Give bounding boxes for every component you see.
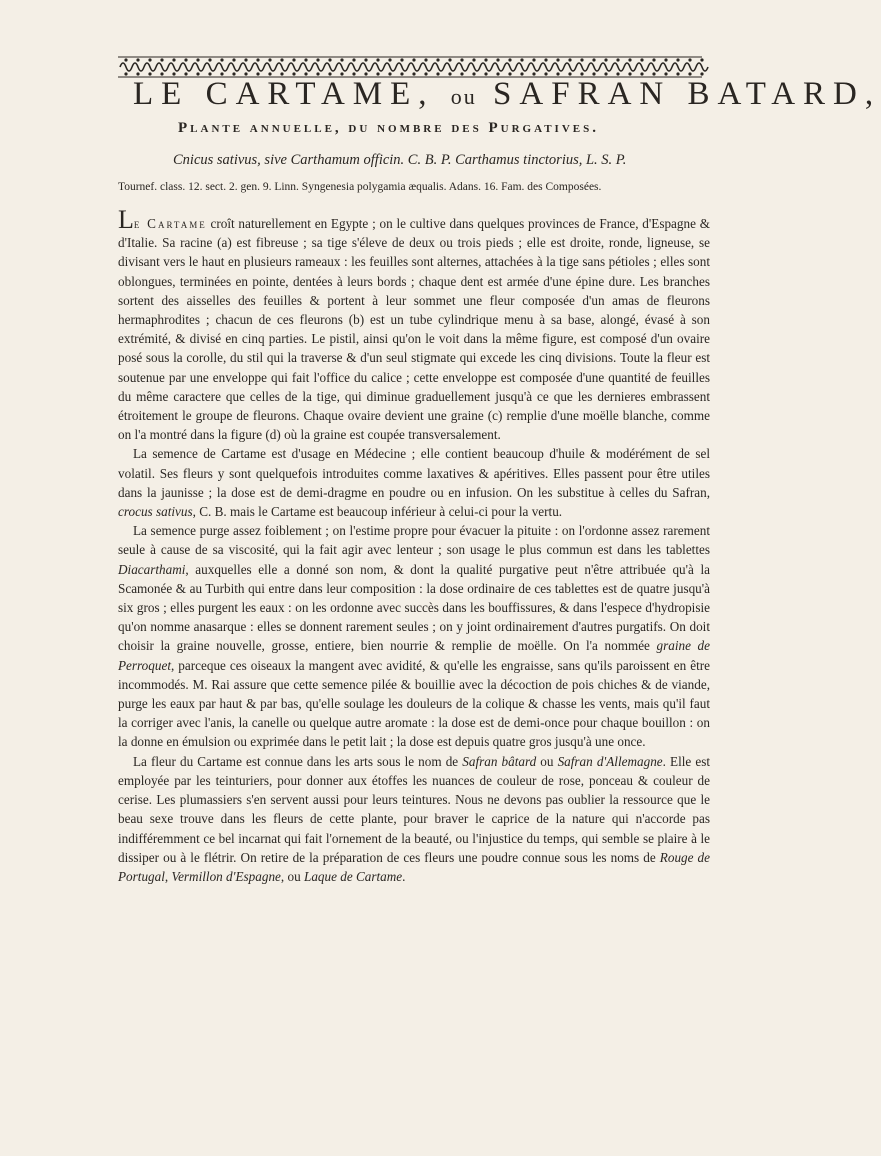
paragraph-4-italic-5: Laque de Cartame <box>303 868 403 884</box>
paragraph-4-text-e: , ou <box>280 868 304 884</box>
paragraph-1-text: croît naturellement en Egypte ; on le cultive dans quelques provinces de France, d'Espagne & d'Italie. Sa racine (a) est fibreuse ; sa tige s'éleve de deux ou trois pieds ; elle est droite, ronde, ligneuse, se divisant vers le haut en plusieurs rameaux : les feuilles sont alternes, attachées à la tige sans pétioles ; elles sont oblongues, terminées en pointe, dentées à leurs bords ; chaque dent est armée d'une épine dure. Les branches sortent des aisselles des feuilles & portent à leur sommet une fleur composée d'un amas de fleurons hermaphrodites ; chacun de ces fleurons (b) est un tube cylindrique menu à sa base, alongé, évasé à son extrémité, & divisé en cinq parties. Le pistil, ainsi qu'on le voit dans la même figure, est composé d'un ovaire posé sous la corolle, du stil qui la traverse & d'un seul stigmate qui excede les cinq divisions. Toute la fleur est soutenue par une enveloppe qui fait l'office du calice ; cette enveloppe est composée d'une quantité de feuilles du même caractere que celles de la tige, qui diminue graduellement jusqu'à ce que les dernieres embrassent étroitement le groupe de fleurons. Chaque ovaire devient une graine (c) remplie d'une moëlle blanche, comme on l'a montré dans la figure (d) où la graine est coupée transversalement. <box>118 216 710 443</box>
paragraph-4-italic-1: Safran bâtard <box>462 753 537 769</box>
title-main: LE CARTAME, <box>133 76 435 112</box>
paragraph-4-text-d: , <box>164 868 172 884</box>
drop-cap: L <box>118 205 134 234</box>
ornamental-border-top <box>118 56 702 78</box>
paragraph-2 <box>118 444 710 521</box>
title-ou: ou <box>450 84 477 109</box>
paragraph-3-text-c: , parceque ces oiseaux la mangent avec avidité, & qu'elle les engraisse, sans qu'ils paroissent en être incommodés. M. Rai assure que cette semence pilée & bouillie avec la décoction de pois chiches & de viande, purge les eaux par haut & par bas, qu'elle soulage les douleurs de la colique & chasse les vents, mais qu'il faut la corriger avec l'anis, la canelle ou quelque autre aromate : la dose est de demi-once pour chaque bouillon : on la donne en émulsion ou exprimée dans le petit lait ; la dose est depuis quatre gros jusqu'à une once. <box>118 657 710 750</box>
paragraph-4-text-b: ou <box>536 753 558 769</box>
paragraph-4-italic-2: Safran d'Allemagne <box>557 753 663 769</box>
paragraph-3-text-a: La semence purge assez foiblement ; on l'estime propre pour évacuer la pituite : on l'ordonne assez rarement seule à cause de sa viscosité, qui la fait agir avec lenteur ; son usage le plus commun est dans les tablettes <box>118 523 710 558</box>
paragraph-4-text-a: La fleur du Cartame est connue dans les arts sous le nom de <box>133 753 463 769</box>
paragraph-1 <box>118 207 710 444</box>
paragraph-3-text-b: , auxquelles elle a donné son nom, & dont la qualité purgative peut n'être attribuée qu'à la Scamonée & au Turbith qui entre dans leur composition : la dose ordinaire de ces tablettes est de quatre jusqu'à six gros ; elles purgent les eaux : on les ordonne avec succès dans les bouffissures, & dans l'espece d'hydropisie qu'on nomme anasarque : elles se donnent rarement seules ; on y joint ordinairement d'autres purgatifs. On doit choisir la graine nouvelle, grosse, entiere, bien nourrie & remplie de moëlle. On l'a nommée <box>118 561 710 654</box>
paragraph-4-italic-4: Vermillon d'Espagne <box>171 868 281 884</box>
paragraph-3 <box>118 521 710 751</box>
page-subtitle: Plante annuelle, du nombre des Purgatives. <box>178 120 599 136</box>
paragraph-3-italic-1: Diacarthami <box>118 561 186 577</box>
paragraph-3-italic-2: graine de Perroquet <box>118 638 710 673</box>
paragraph-2-italic: crocus sativus <box>118 504 193 520</box>
classification-references: Tournef. class. 12. sect. 2. gen. 9. Linn. Syngenesia polygamia æqualis. Adans. 16. Fam. des Composées. <box>118 181 602 193</box>
title-rest: SAFRAN BATARD, <box>493 76 881 112</box>
paragraph-2-text-b: , C. B. mais le Cartame est beaucoup inférieur à celui-ci pour la vertu. <box>192 504 563 520</box>
paragraph-2-text-a: La semence de Cartame est d'usage en Médecine ; elle contient beaucoup d'huile & modérément de sel volatil. Ses fleurs y sont quelquefois introduites comme laxatives & apéritives. Elles passent pour être utiles dans la jaunisse ; la dose est de demi-dragme en poudre ou en infusion. On les substitue à celles du Safran, <box>118 446 710 500</box>
paragraph-4-italic-3: Rouge de Portugal <box>118 849 711 884</box>
lead-word: e Cartame <box>133 216 207 231</box>
page-title <box>133 76 881 113</box>
paragraph-4-text-c: . Elle est employée par les teinturiers, pour donner aux étoffes les nuances de couleur de rose, ponceau & couleur de cerise. Les plumassiers s'en servent aussi pour leurs teintures. Nous ne devons pas oublier la ressource que le beau sexe trouve dans les fleurs de cette plante, pour braver le caprice de la nature qui n'accorde pas indifféremment ce bel incarnat qui fait l'ornement de la beauté, ou l'injustice du temps, qui semble se plaire à le dissiper ou à le flétrir. On retire de la préparation de ces fleurs une poudre connue sous les noms de <box>118 753 711 865</box>
paragraph-4-text-f: . <box>402 868 406 884</box>
paragraph-4 <box>118 752 710 886</box>
article-body <box>118 207 710 886</box>
botanical-synonyms: Cnicus sativus, sive Carthamum officin. C. B. P. Carthamus tinctorius, L. S. P. <box>173 152 627 168</box>
